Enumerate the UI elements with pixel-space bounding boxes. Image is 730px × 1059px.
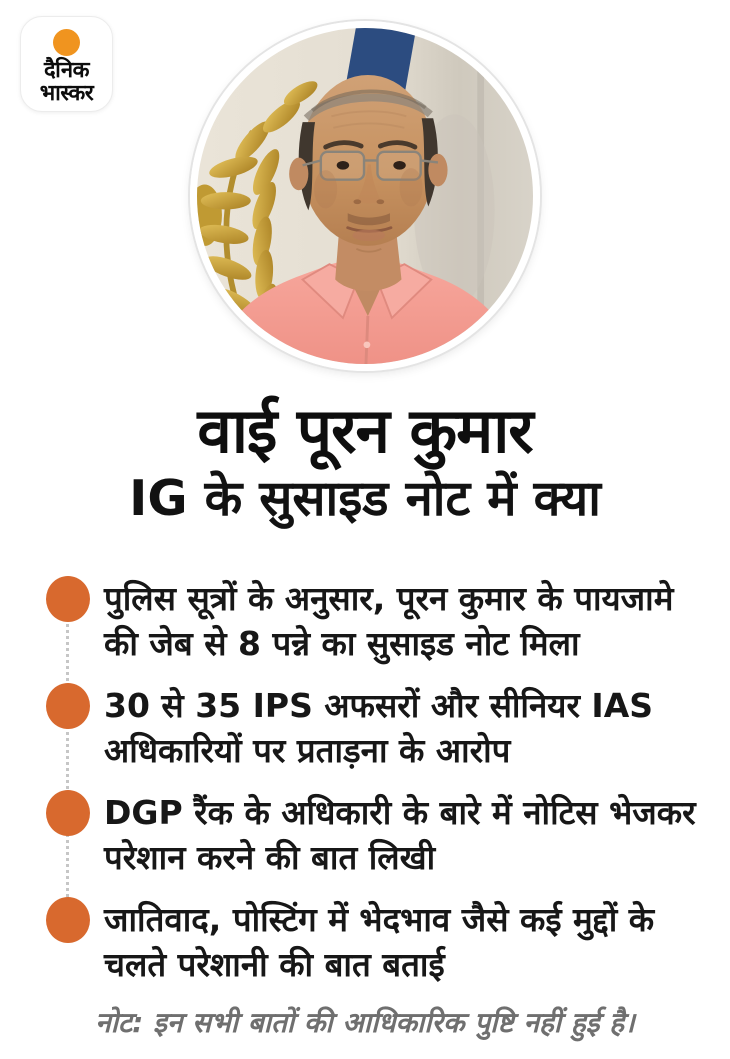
list-item [46,576,706,666]
bullet-text: जातिवाद, पोस्टिंग में भेदभाव जैसे कई मुद्दों के चलते परेशानी की बात बताई [104,900,655,984]
card-content [0,394,730,1042]
list-item [46,683,706,773]
bullet-list [46,576,706,987]
bullet-dot-icon [46,683,90,729]
bullet-connector-line [66,600,69,921]
headline-title: वाई पूरन कुमार [197,394,533,467]
bullet-text: पुलिस सूत्रों के अनुसार, पूरन कुमार के पायजामे की जेब से 8 पन्ने का सुसाइड नोट मिला [104,579,674,663]
portrait-photo [190,21,540,371]
headline-subtitle: IG के सुसाइड नोट में क्या [129,470,601,527]
bullet-text: 30 से 35 IPS अफसरों और सीनियर IAS अधिकारियों पर प्रताड़ना के आरोप [104,686,654,770]
bullet-dot-icon [46,576,90,622]
disclaimer-note: नोट: इन सभी बातों की आधिकारिक पुष्टि नहीं हुई है। [95,1006,635,1039]
bullet-text: DGP रैंक के अधिकारी के बारे में नोटिस भेजकर परेशान करने की बात लिखी [104,793,696,877]
bullet-dot-icon [46,790,90,836]
list-item [46,790,706,880]
logo-sun-icon [53,29,80,56]
logo-text-line1: दैनिक [44,58,89,83]
bullet-dot-icon [46,897,90,943]
list-item [46,897,706,987]
logo-text-line2: भास्कर [39,80,94,106]
dainik-bhaskar-logo [20,16,113,112]
portrait-illustration [197,28,533,364]
